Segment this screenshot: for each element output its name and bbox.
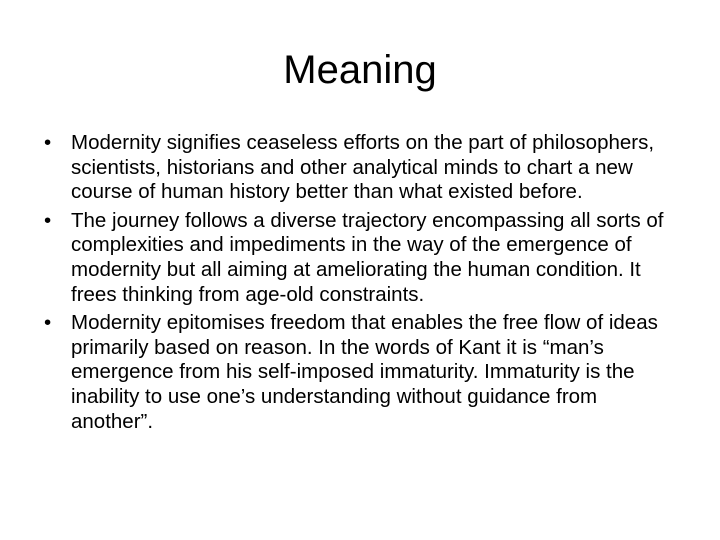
bullet-item-2 xyxy=(44,209,684,307)
bullet-text: The journey follows a diverse trajectory encompassing all sorts of complexities and impediments in the way of the emergence of modernity but all aiming at ameliorating the human condition. It frees thinking from age-old constraints. xyxy=(71,208,664,306)
bullet-item-3 xyxy=(44,311,684,434)
bullet-text: Modernity epitomises freedom that enables the free flow of ideas primarily based on reason. In the words of Kant it is “man’s emergence from his self-imposed immaturity. Immaturity is the inability to use one’s understanding without guidance from another”. xyxy=(71,311,658,433)
bullet-icon: • xyxy=(44,208,52,232)
bullet-list xyxy=(44,131,684,438)
slide-title: Meaning xyxy=(283,48,437,92)
bullet-item-1 xyxy=(44,131,684,205)
bullet-icon: • xyxy=(44,311,52,335)
bullet-icon: • xyxy=(44,131,52,154)
bullet-text: Modernity signifies ceaseless efforts on the part of philosophers, scientists, historians and other analytical minds to chart a new course of human history better than what existed before. xyxy=(71,131,655,204)
